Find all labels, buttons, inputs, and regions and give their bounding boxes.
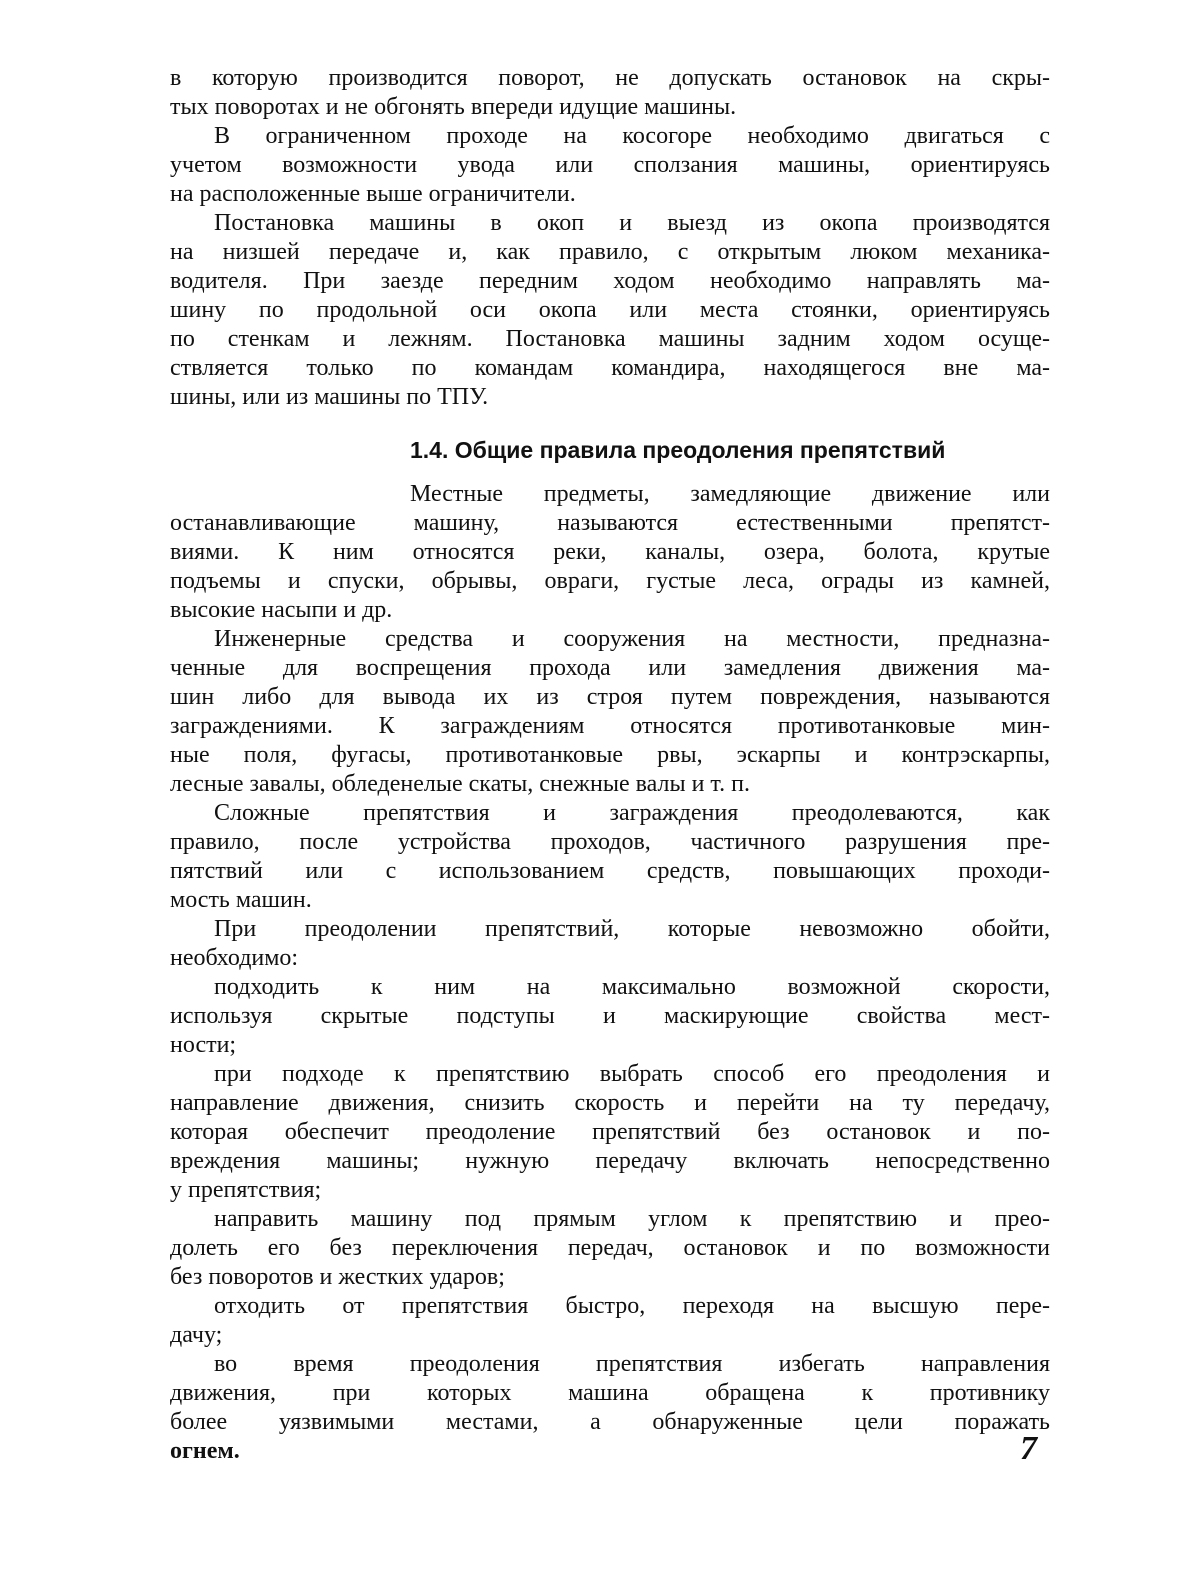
text-line: подъемы и спуски, обрывы, овраги, густые леса, ограды из камней, [170, 568, 1050, 594]
text-line: вреждения машины; нужную передачу включать непосредственно [170, 1148, 1050, 1174]
text-line: по стенкам и лежням. Постановка машины задним ходом осуще- [170, 326, 1050, 352]
text-line: Сложные препятствия и заграждения преодолеваются, как [214, 800, 1050, 826]
text-line: тых поворотах и не обгонять впереди идущие машины. [170, 94, 737, 120]
text-line: шин либо для вывода их из строя путем повреждения, называются [170, 684, 1050, 710]
text-line: ченные для воспрещения прохода или замедления движения ма- [170, 655, 1050, 681]
text-line: на низшей передаче и, как правило, с открытым люком механика- [170, 239, 1050, 265]
text-line: Местные предметы, замедляющие движение или [410, 481, 1050, 507]
text-line: подходить к ним на максимально возможной скорости, [214, 974, 1050, 1000]
text-line: при подходе к препятствию выбрать способ его преодоления и [214, 1061, 1050, 1087]
page-number: 7 [1020, 1430, 1037, 1467]
text-line: шину по продольной оси окопа или места стоянки, ориентируясь [170, 297, 1050, 323]
text-line: правило, после устройства проходов, частичного разрушения пре- [170, 829, 1050, 855]
text-line: ные поля, фугасы, противотанковые рвы, эскарпы и контрэскарпы, [170, 742, 1050, 768]
text-line: лесные завалы, обледенелые скаты, снежные валы и т. п. [170, 771, 750, 797]
text-line: отходить от препятствия быстро, переходя на высшую пере- [214, 1293, 1050, 1319]
section-heading: 1.4. Общие правила преодоления препятствий [410, 437, 946, 463]
text-line: мость машин. [170, 887, 312, 913]
text-line: пятствий или с использованием средств, повышающих проходи- [170, 858, 1050, 884]
text-line: которая обеспечит преодоление препятствий без остановок и по- [170, 1119, 1050, 1145]
document-page [170, 64, 1050, 1466]
text-line: у препятствия; [170, 1177, 322, 1203]
text-line: огнем. [170, 1438, 240, 1464]
text-line: более уязвимыми местами, а обнаруженные цели поражать [170, 1409, 1050, 1435]
text-line: Постановка машины в окоп и выезд из окопа производятся [214, 210, 1050, 236]
text-line: во время преодоления препятствия избегать направления [214, 1351, 1050, 1377]
text-line: направление движения, снизить скорость и перейти на ту передачу, [170, 1090, 1050, 1116]
text-line: высокие насыпи и др. [170, 597, 393, 623]
text-line: виями. К ним относятся реки, каналы, озера, болота, крутые [170, 539, 1050, 565]
text-line: дачу; [170, 1322, 223, 1348]
text-line: заграждениями. К заграждениям относятся противотанковые мин- [170, 713, 1050, 739]
text-line: необходимо: [170, 945, 299, 971]
text-line: долеть его без переключения передач, остановок и по возможности [170, 1235, 1050, 1261]
text-line: В ограниченном проходе на косогоре необходимо двигаться с [214, 123, 1050, 149]
text-line: в которую производится поворот, не допускать остановок на скры- [170, 65, 1050, 91]
text-line: водителя. При заезде передним ходом необходимо направлять ма- [170, 268, 1050, 294]
text-line: движения, при которых машина обращена к противнику [170, 1380, 1050, 1406]
text-line: на расположенные выше ограничители. [170, 181, 576, 207]
text-line: При преодолении препятствий, которые невозможно обойти, [214, 916, 1050, 942]
text-line: используя скрытые подступы и маскирующие свойства мест- [170, 1003, 1050, 1029]
text-line: без поворотов и жестких ударов; [170, 1264, 505, 1290]
text-line: останавливающие машину, называются естественными препятст- [170, 510, 1050, 536]
text-line: шины, или из машины по ТПУ. [170, 384, 489, 410]
text-line: ствляется только по командам командира, находящегося вне ма- [170, 355, 1050, 381]
text-line: Инженерные средства и сооружения на местности, предназна- [214, 626, 1050, 652]
text-line: ности; [170, 1032, 237, 1058]
text-line: направить машину под прямым углом к препятствию и прео- [214, 1206, 1050, 1232]
text-line: учетом возможности увода или сползания машины, ориентируясь [170, 152, 1050, 178]
